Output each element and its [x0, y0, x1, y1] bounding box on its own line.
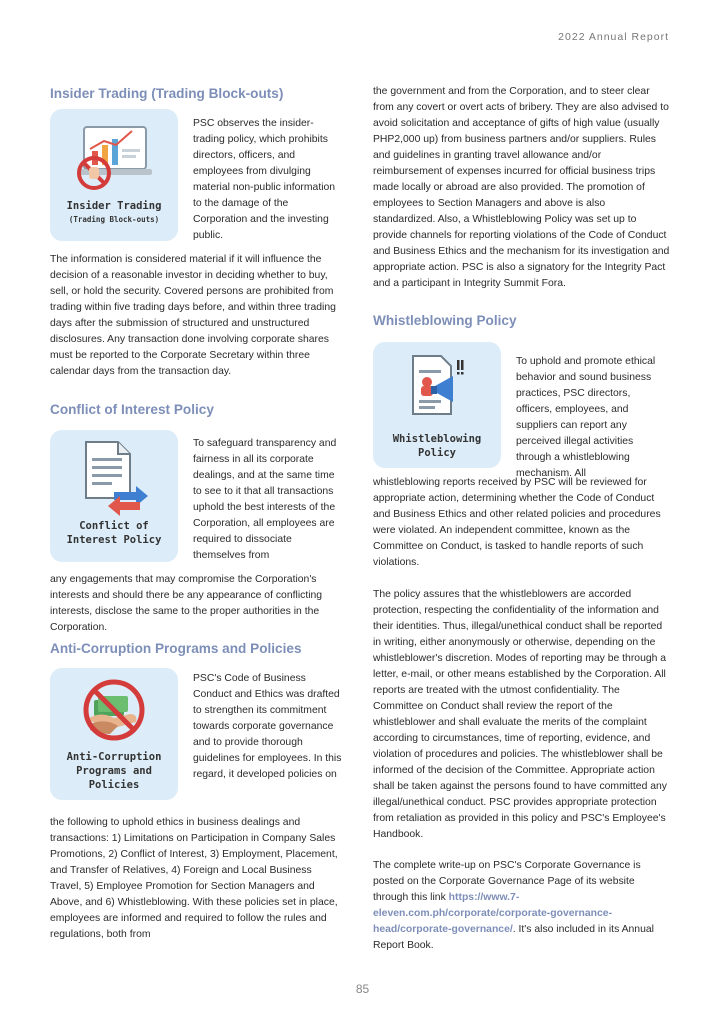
anti-corruption-card-label: Anti-Corruption	[66, 751, 162, 763]
insider-trading-intro: PSC observes the insider-trading policy, which prohibits directors, officers, and employees from divulging material non-public information to the damage of the Corporation and the investing public.	[193, 118, 336, 241]
no-bribery-icon	[80, 674, 148, 744]
insider-trading-card	[50, 109, 178, 241]
whistleblowing-card-label: Whistleblowing	[392, 433, 482, 445]
conflict-of-interest-title: Conflict of Interest Policy	[50, 402, 214, 417]
anti-corruption-card-label-2: Programs and	[76, 765, 152, 777]
anti-corruption-title: Anti-Corruption Programs and Policies	[50, 641, 302, 656]
governance-text: The complete write-up on PSC's Corporate Governance is posted on the Corporate Governance Page of its website through this link	[373, 860, 641, 903]
report-title: 2022 Annual Report	[558, 31, 669, 43]
insider-trading-icon	[70, 119, 158, 194]
page-number: 85	[355, 982, 370, 996]
conflict-of-interest-body: any engagements that may compromise the Corporation's interests and should there be any appearance of conflicting interests, disclose the same to the proper authorities in the Corporation.	[50, 574, 323, 633]
conflict-of-interest-card-label-2: Interest Policy	[66, 534, 162, 546]
anti-corruption-intro: PSC's Code of Business Conduct and Ethics was drafted to strengthen its commitment towards corporate governance and to provide thorough guidelines for employees. In this regard, it developed policies on	[193, 673, 342, 780]
document-exchange-icon	[76, 438, 152, 516]
conflict-of-interest-card-label: Conflict of	[79, 520, 149, 532]
whistleblowing-body-3	[373, 858, 670, 954]
whistleblowing-body-1: whistleblowing reports received by PSC will be reviewed for appropriate action, determining whether the Code of Conduct and Business Ethics and other related policies and procedures were violated. An independent committee, known as the Committee on Conduct, is tasked to handle reports of such violations.	[373, 477, 661, 568]
whistleblowing-title: Whistleblowing Policy	[373, 313, 517, 328]
whistleblowing-card	[373, 342, 501, 468]
anti-corruption-continued: the government and from the Corporation, and to steer clear from any covert or overt acts of bribery. They are also advised to avoid solicitation and acceptance of gifts of high value (usually PHP2,000 up) from business partners and/or suppliers. Rules and guidelines in granting travel allowance and/or reimbursement of expenses incurred for official business trips made locally or abroad are also provided. The promotion of employees to Section Managers and above is also standardized. Also, a Whistleblowing Policy was set up to provide channels for reporting violations of the Code of Conduct and Business Ethics and the mechanism for its investigation and appropriate action. PSC is also a signatory for the Integrity Pact and a participant in Integrity Summit Fora.	[373, 86, 670, 289]
anti-corruption-card-label-3: Policies	[88, 779, 140, 791]
conflict-of-interest-intro: To safeguard transparency and fairness in all its corporate dealings, and at the same time to see to it that all transactions uphold the best interests of the Corporation, all employees are required to dissociate themselves from	[193, 438, 337, 561]
insider-trading-card-sublabel: (Trading Block-outs)	[68, 215, 160, 224]
anti-corruption-body: the following to uphold ethics in business dealings and transactions: 1) Limitations on Participation in Company Sales Promotions, 2) Conflict of Interest, 3) Employment, Placement, and Transfer of Relatives, 4) Foreign and Local Business Travel, 5) Employee Promotion for Section Managers and Above, and 6) Whistleblowing. With these policies set in place, employees are informed and required to follow the rules and regulations, both from	[50, 817, 338, 940]
whistleblowing-body-2: The policy assures that the whistleblowers are accorded protection, respecting the confidentiality of the information and their identities. Thus, illegal/unethical conduct shall be reported in writing, either anonymously or otherwise, depending on the whistleblower's discretion. Modes of reporting may be through a letter, e-mail, or other means established by the Corporation. All reports are treated with the utmost confidentiality. The Committee on Conduct shall review the report of the whistleblower and shall evaluate the merits of the complaint according to circumstances, time of reporting, evidence, and violation of procedures and policies. The whistleblower shall be informed of the decision of the Committee. Appropriate action shall be taken against the persons found to have committed any illegal/unethical conduct. PSC provides appropriate protection from retaliation as provided in this policy and PSC's Employee's Handbook.	[373, 589, 668, 840]
whistleblowing-intro: To uphold and promote ethical behavior and sound business practices, PSC directors, officers, employees, and suppliers can report any perceived illegal activities through a whistleblowing mechanism. All	[516, 356, 656, 479]
governance-text-end: . It's also included in its Annual Report Book.	[373, 924, 654, 951]
insider-trading-body: The information is considered material if it will influence the decision of a reasonable investor in deciding whether to buy, sell, or hold the security. Covered persons are prohibited from trading within five trading days before, and within three trading days after the submission of structured and unstructured disclosures. Any transaction done involving corporate shares must be reported to the Corporate Secretary within three calendar days from the transaction day.	[50, 254, 336, 377]
insider-trading-title: Insider Trading (Trading Block-outs)	[50, 86, 284, 101]
corporate-governance-link[interactable]: https://www.7-eleven.com.ph/corporate/corporate-governance-head/corporate-governance/	[373, 892, 613, 935]
conflict-of-interest-card	[50, 430, 178, 562]
whistleblowing-card-label-2: Policy	[418, 447, 456, 459]
insider-trading-card-label: Insider Trading	[66, 200, 162, 212]
anti-corruption-card	[50, 668, 178, 800]
megaphone-document-icon	[405, 350, 471, 424]
